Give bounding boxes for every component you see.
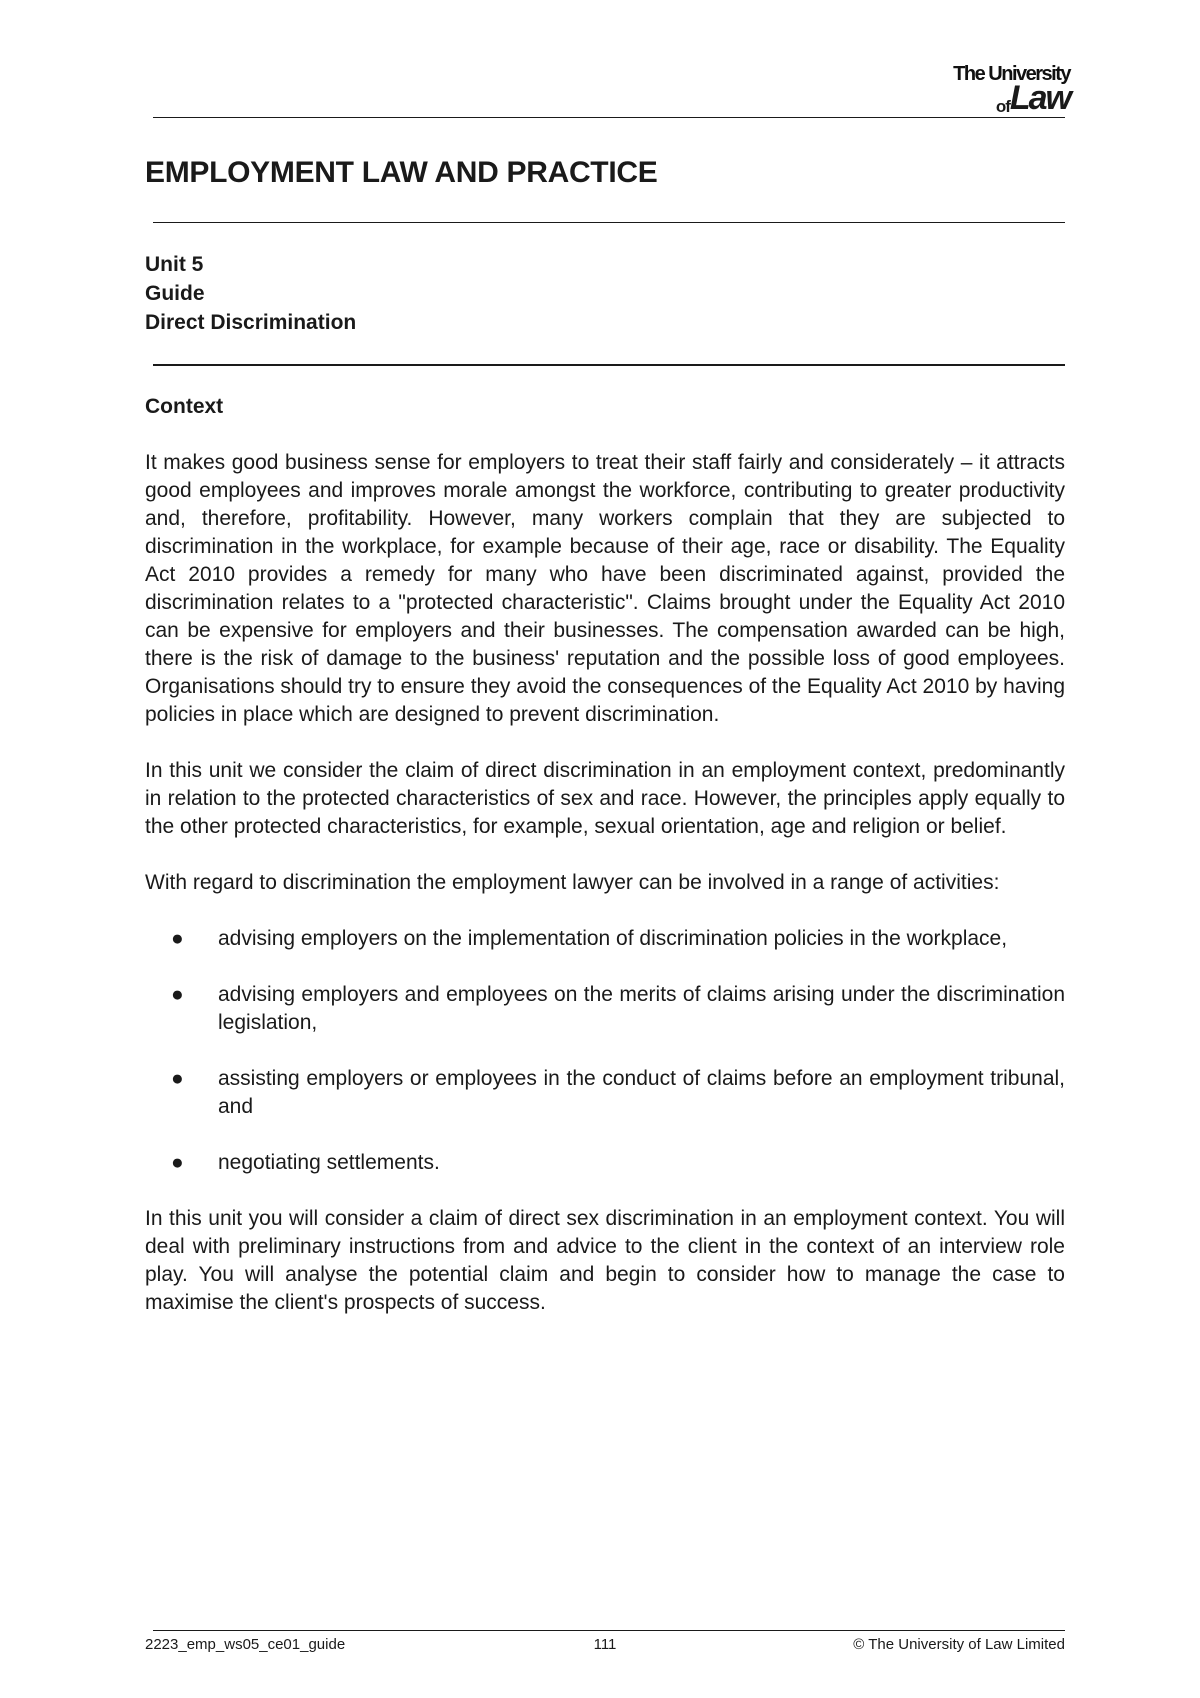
list-item: ● negotiating settlements. (145, 1149, 1065, 1177)
document-title: EMPLOYMENT LAW AND PRACTICE (145, 156, 658, 189)
bullet-icon: ● (171, 927, 184, 950)
page-number: 111 (593, 1636, 617, 1653)
context-heading: Context (145, 395, 224, 418)
document-code: 2223_emp_ws05_ce01_guide (145, 1636, 346, 1653)
logo-law: Law (1009, 79, 1070, 117)
copyright-notice: © The University of Law Limited (853, 1636, 1065, 1653)
list-item: ● advising employers and employees on the merits of claims arising under the discrimination legislation, (171, 983, 1065, 1034)
header-divider (153, 117, 1065, 118)
unit-type: Guide (145, 282, 205, 305)
activities-list (145, 925, 1065, 1177)
unit-topic: Direct Discrimination (145, 311, 357, 334)
context-paragraph-3: With regard to discrimination the employment lawyer can be involved in a range of activities: (145, 871, 1000, 894)
context-paragraph-1: It makes good business sense for employers to treat their staff fairly and considerately – it attracts good employees and improves morale amongst the workforce, contributing to greater productivity and, therefore, profitability. However, many workers complain that they are subjected to discrimination in the workplace, for example because of their age, race or disability. The Equality Act 2010 provides a remedy for many who have been discriminated against, provided the discrimination relates to a "protected characteristic". Claims brought under the Equality Act 2010 can be expensive for employers and their businesses. The compensation awarded can be high, there is the risk of damage to the business' reputation and the possible loss of good employees. Organisations should try to ensure they avoid the consequences of the Equality Act 2010 by having policies in place which are designed to prevent discrimination. (145, 451, 1065, 726)
bullet-icon: ● (171, 983, 184, 1006)
footer-divider (153, 1630, 1065, 1631)
context-paragraph-2: In this unit we consider the claim of direct discrimination in an employment context, predominantly in relation to the protected characteristics of sex and race. However, the principles apply equally to the other protected characteristics, for example, sexual orientation, age and religion or belief. (145, 759, 1065, 838)
unit-divider (153, 364, 1065, 366)
title-divider (153, 222, 1065, 223)
unit-number: Unit 5 (145, 253, 204, 276)
list-item: ● advising employers on the implementation of discrimination policies in the workplace, (145, 925, 1065, 953)
bullet-icon: ● (171, 1067, 184, 1090)
logo-of: of (995, 97, 1010, 116)
context-closing-paragraph: In this unit you will consider a claim of direct sex discrimination in an employment context. You will deal with preliminary instructions from and advice to the client in the context of an interview role play. You will analyse the potential claim and begin to consider how to manage the case to maximise the client's prospects of success. (145, 1207, 1065, 1314)
unit-info (145, 250, 356, 337)
bullet-icon: ● (171, 1151, 184, 1174)
logo-line-bottom (953, 81, 1070, 115)
context-section (145, 393, 1065, 1345)
university-logo (953, 64, 1070, 115)
list-item: ● assisting employers or employees in the conduct of claims before an employment tribunal, and (171, 1067, 1065, 1118)
logo-line-top: The University (953, 63, 1070, 85)
